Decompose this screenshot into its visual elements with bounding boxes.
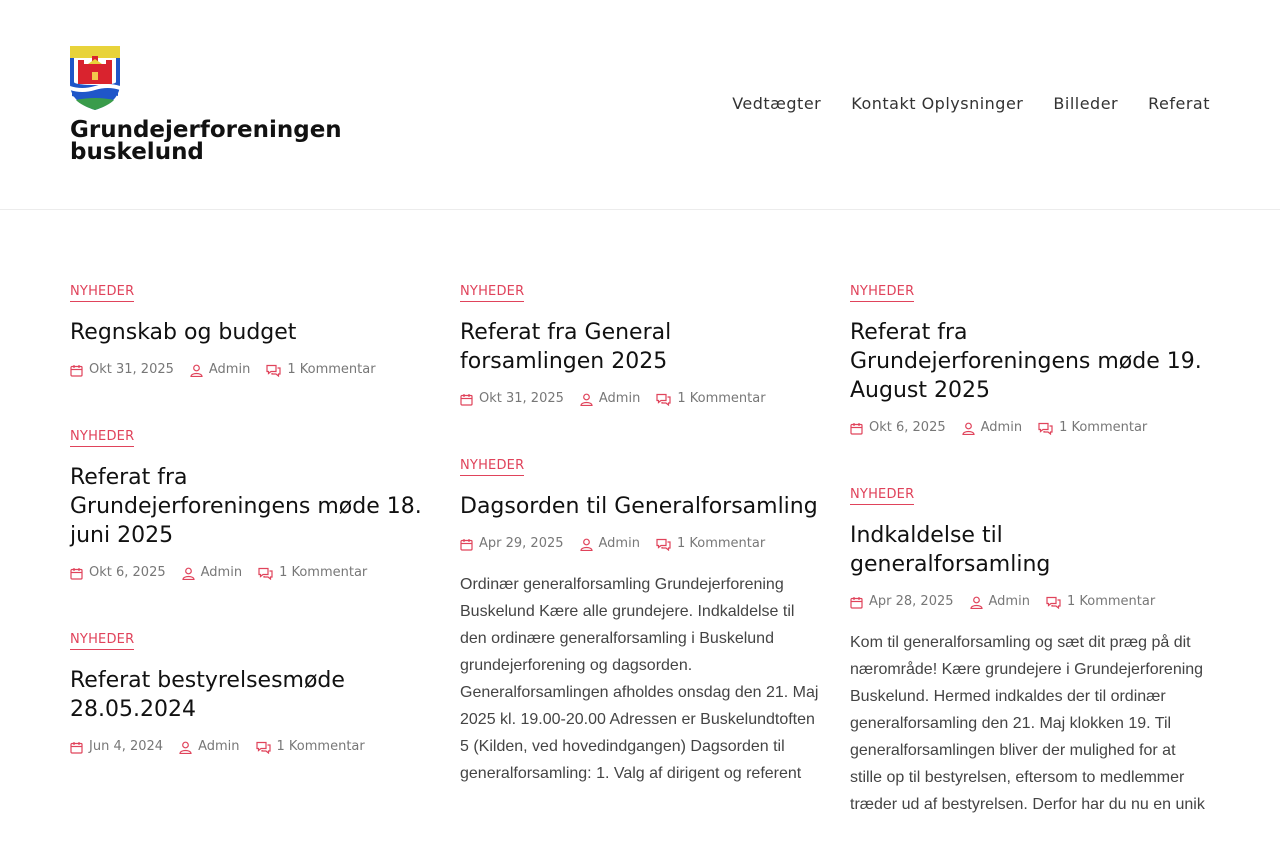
post-excerpt: Kom til generalforsamling og sæt dit præg på dit nærområde! Kære grundejere i Grundejerforening Buskelund. Hermed indkaldes der til ordinær generalforsamling den 21. Maj klokken 19. Til generalforsamlingen bliver der mulighed for at stille op til bestyrelsen, eftersom to medlemmer træder ud af bestyrelsen. Derfor har du nu en unik xyxy=(850,634,1205,813)
post-comments-link[interactable] xyxy=(258,564,367,582)
comments-icon xyxy=(266,364,281,377)
post-author: Admin xyxy=(598,536,640,551)
site-header xyxy=(0,0,1280,210)
post-author-link[interactable] xyxy=(182,564,242,582)
post-author: Admin xyxy=(200,565,243,580)
post-column-1 xyxy=(70,280,430,802)
post-comments-link[interactable] xyxy=(656,535,765,553)
post-card xyxy=(70,280,430,379)
post-date-link[interactable] xyxy=(850,419,946,437)
post-excerpt: Ordinær generalforsamling Grundejerforening Buskelund Kære alle grundejere. Indkaldelse til den ordinære generalforsamling i Buskelund grundejerforening og dagsorden. Generalforsamlingen afholdes onsdag den 21. Maj 2025 kl. 19.00-20.00 Adressen er Buskelundtoften 5 (Kilden, ved hovedindgangen) Dagsorden til generalforsamling: 1. Valg af dirigent og referent xyxy=(460,576,819,782)
post-category-link[interactable]: NYHEDER xyxy=(460,283,524,302)
post-author: Admin xyxy=(208,362,251,377)
post-meta xyxy=(460,390,820,408)
post-meta xyxy=(70,564,430,582)
post-meta xyxy=(850,593,1210,611)
site-title[interactable]: Grundejerforeningen buskelund xyxy=(70,117,342,165)
post-author-link[interactable] xyxy=(580,390,640,408)
post-date: Jun 4, 2024 xyxy=(89,739,164,754)
post-meta xyxy=(70,738,430,756)
user-icon xyxy=(580,538,593,551)
user-icon xyxy=(182,567,195,580)
post-date-link[interactable] xyxy=(460,390,564,408)
post-author: Admin xyxy=(988,594,1030,609)
post-title-link[interactable]: Referat fra Grundejerforeningens møde 19. August 2025 xyxy=(850,320,1202,403)
post-meta xyxy=(70,361,430,379)
user-icon xyxy=(970,596,983,609)
post-comments-link[interactable] xyxy=(1038,419,1147,437)
post-date-link[interactable] xyxy=(850,593,954,611)
comments-icon xyxy=(656,393,671,406)
post-title-link[interactable]: Referat fra General forsamlingen 2025 xyxy=(460,320,672,374)
calendar-icon xyxy=(460,538,473,551)
post-comments-link[interactable] xyxy=(256,738,365,756)
post-author: Admin xyxy=(598,391,641,406)
post-comments: 1 Kommentar xyxy=(1059,420,1148,435)
post-card xyxy=(70,425,430,582)
post-comments: 1 Kommentar xyxy=(279,565,368,580)
post-card xyxy=(70,628,430,756)
post-column-3 xyxy=(850,280,1210,864)
calendar-icon xyxy=(850,596,863,609)
nav-item-kontakt-oplysninger[interactable]: Kontakt Oplysninger xyxy=(851,94,1024,113)
post-date-link[interactable] xyxy=(70,564,166,582)
post-comments: 1 Kommentar xyxy=(276,739,365,754)
post-category-link[interactable]: NYHEDER xyxy=(70,631,134,650)
main-nav xyxy=(732,93,1210,115)
post-author-link[interactable] xyxy=(190,361,250,379)
nav-item-vedtaegter[interactable]: Vedtægter xyxy=(732,94,822,113)
post-title-link[interactable]: Referat fra Grundejerforeningens møde 18. juni 2025 xyxy=(70,465,422,548)
post-author: Admin xyxy=(980,420,1023,435)
post-column-2 xyxy=(460,280,820,833)
comments-icon xyxy=(656,538,671,551)
post-comments-link[interactable] xyxy=(656,390,765,408)
comments-icon xyxy=(256,741,271,754)
post-card xyxy=(850,483,1210,818)
post-title-link[interactable]: Referat bestyrelsesmøde 28.05.2024 xyxy=(70,668,345,722)
post-category-link[interactable]: NYHEDER xyxy=(70,428,134,447)
calendar-icon xyxy=(70,741,83,754)
post-date: Okt 6, 2025 xyxy=(89,565,166,580)
comments-icon xyxy=(1038,422,1053,435)
post-date: Apr 29, 2025 xyxy=(479,536,564,551)
post-author-link[interactable] xyxy=(179,738,239,756)
post-category-link[interactable]: NYHEDER xyxy=(70,283,134,302)
comments-icon xyxy=(258,567,273,580)
post-category-link[interactable]: NYHEDER xyxy=(850,283,914,302)
post-comments-link[interactable] xyxy=(1046,593,1155,611)
post-card xyxy=(460,280,820,408)
post-date: Okt 6, 2025 xyxy=(869,420,946,435)
post-meta xyxy=(850,419,1210,437)
post-author-link[interactable] xyxy=(962,419,1022,437)
post-category-link[interactable]: NYHEDER xyxy=(460,457,524,476)
post-date: Okt 31, 2025 xyxy=(479,391,564,406)
post-date-link[interactable] xyxy=(70,738,163,756)
post-date: Okt 31, 2025 xyxy=(89,362,174,377)
post-date-link[interactable] xyxy=(460,535,564,553)
post-card xyxy=(460,454,820,787)
post-title-link[interactable]: Dagsorden til Generalforsamling xyxy=(460,494,818,519)
post-date-link[interactable] xyxy=(70,361,174,379)
nav-item-billeder[interactable]: Billeder xyxy=(1053,94,1119,113)
site-logo[interactable] xyxy=(70,46,120,110)
post-author: Admin xyxy=(198,739,240,754)
post-title-link[interactable]: Regnskab og budget xyxy=(70,320,297,345)
post-author-link[interactable] xyxy=(970,593,1030,611)
post-meta xyxy=(460,535,820,553)
post-comments: 1 Kommentar xyxy=(1066,594,1156,609)
comments-icon xyxy=(1046,596,1061,609)
post-comments: 1 Kommentar xyxy=(677,391,766,406)
user-icon xyxy=(580,393,593,406)
user-icon xyxy=(179,741,192,754)
post-comments-link[interactable] xyxy=(266,361,375,379)
post-comments: 1 Kommentar xyxy=(287,362,376,377)
coat-of-arms-icon xyxy=(70,46,120,110)
post-title-link[interactable]: Indkaldelse til generalforsamling xyxy=(850,523,1051,577)
post-comments: 1 Kommentar xyxy=(676,536,766,551)
calendar-icon xyxy=(70,364,83,377)
calendar-icon xyxy=(850,422,863,435)
post-category-link[interactable]: NYHEDER xyxy=(850,486,914,505)
calendar-icon xyxy=(70,567,83,580)
calendar-icon xyxy=(460,393,473,406)
post-card xyxy=(850,280,1210,437)
post-author-link[interactable] xyxy=(580,535,640,553)
nav-item-referat[interactable]: Referat xyxy=(1148,94,1210,113)
user-icon xyxy=(190,364,203,377)
user-icon xyxy=(962,422,975,435)
post-date: Apr 28, 2025 xyxy=(869,594,954,609)
